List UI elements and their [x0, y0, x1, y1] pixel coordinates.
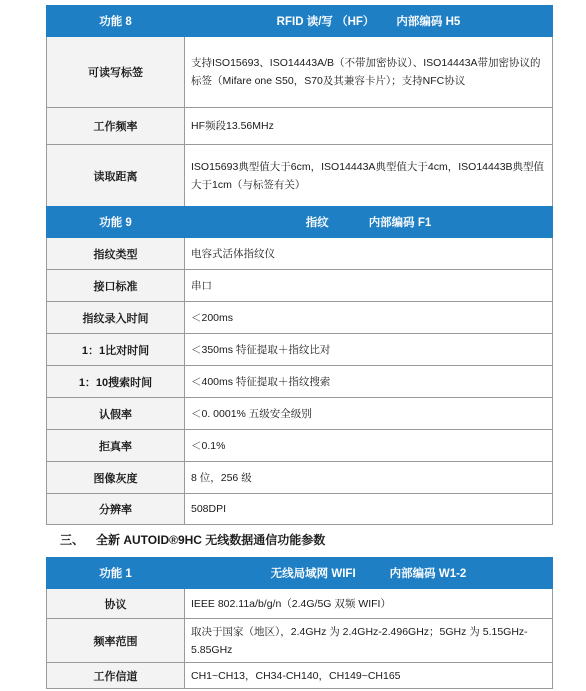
row-label: 指纹类型	[47, 238, 185, 270]
section-heading	[60, 531, 325, 548]
row-label: 工作频率	[47, 108, 185, 145]
internal-code: 内部编码 H5	[396, 16, 461, 28]
table-row	[47, 430, 553, 462]
fingerprint-spec-table	[46, 206, 553, 525]
row-value: HF频段13.56MHz	[185, 108, 553, 145]
feature-number: 功能 9	[47, 207, 185, 238]
feature-title	[185, 558, 553, 589]
table-row	[47, 589, 553, 619]
table-row	[47, 619, 553, 663]
row-label: 工作信道	[47, 663, 185, 689]
rfid-spec-table	[46, 5, 553, 208]
wifi-spec-table	[46, 557, 553, 689]
table-row	[47, 663, 553, 689]
row-value: 508DPI	[185, 494, 553, 525]
section-number: 三、	[60, 533, 85, 547]
row-label: 读取距离	[47, 145, 185, 208]
feature-name: 指纹	[305, 217, 329, 229]
row-label: 接口标准	[47, 270, 185, 302]
table-row	[47, 270, 553, 302]
row-value: ＜350ms 特征提取＋指纹比对	[185, 334, 553, 366]
table-row	[47, 145, 553, 208]
row-value: ISO15693典型值大于6cm，ISO14443A典型值大于4cm，ISO14443B典型值大于1cm（与标签有关）	[185, 145, 553, 208]
row-value: 电容式活体指纹仪	[185, 238, 553, 270]
feature-name: 无线局域网 WIFI	[270, 568, 356, 580]
row-value: ＜0. 0001% 五级安全级别	[185, 398, 553, 430]
rfid-table-header	[47, 6, 553, 37]
row-value: 串口	[185, 270, 553, 302]
table-row	[47, 398, 553, 430]
row-label: 1：10搜索时间	[47, 366, 185, 398]
table-row	[47, 462, 553, 494]
row-value: CH1~CH13，CH34-CH140，CH149~CH165	[185, 663, 553, 689]
row-label: 拒真率	[47, 430, 185, 462]
feature-title	[185, 207, 553, 238]
feature-title	[185, 6, 553, 37]
table-row	[47, 37, 553, 108]
table-row	[47, 494, 553, 525]
wifi-table-header	[47, 558, 553, 589]
row-value: 支持ISO15693、ISO14443A/B（不带加密协议）、ISO14443A带加密协议的标签（Mifare one S50，S70及其兼容卡片）；支持NFC协议	[185, 37, 553, 108]
row-label: 图像灰度	[47, 462, 185, 494]
row-label: 1：1比对时间	[47, 334, 185, 366]
row-label: 协议	[47, 589, 185, 619]
internal-code: 内部编码 F1	[368, 217, 432, 229]
table-row	[47, 302, 553, 334]
row-value: ＜400ms 特征提取＋指纹搜索	[185, 366, 553, 398]
row-value: IEEE 802.11a/b/g/n（2.4G/5G 双频 WIFI）	[185, 589, 553, 619]
row-label: 可读写标签	[47, 37, 185, 108]
fingerprint-table-header	[47, 207, 553, 238]
row-value: ＜0.1%	[185, 430, 553, 462]
internal-code: 内部编码 W1-2	[389, 568, 467, 580]
feature-number: 功能 8	[47, 6, 185, 37]
table-row	[47, 238, 553, 270]
row-label: 频率范围	[47, 619, 185, 663]
feature-number: 功能 1	[47, 558, 185, 589]
table-row	[47, 108, 553, 145]
row-label: 认假率	[47, 398, 185, 430]
table-row	[47, 366, 553, 398]
row-value: ＜200ms	[185, 302, 553, 334]
row-value: 取决于国家（地区），2.4GHz 为 2.4GHz-2.496GHz；5GHz 为 5.15GHz-5.85GHz	[185, 619, 553, 663]
row-value: 8 位，256 级	[185, 462, 553, 494]
table-row	[47, 334, 553, 366]
feature-name: RFID 读/写 （HF）	[276, 16, 375, 28]
row-label: 指纹录入时间	[47, 302, 185, 334]
section-title: 全新 AUTOID®9HC 无线数据通信功能参数	[96, 533, 326, 547]
row-label: 分辨率	[47, 494, 185, 525]
